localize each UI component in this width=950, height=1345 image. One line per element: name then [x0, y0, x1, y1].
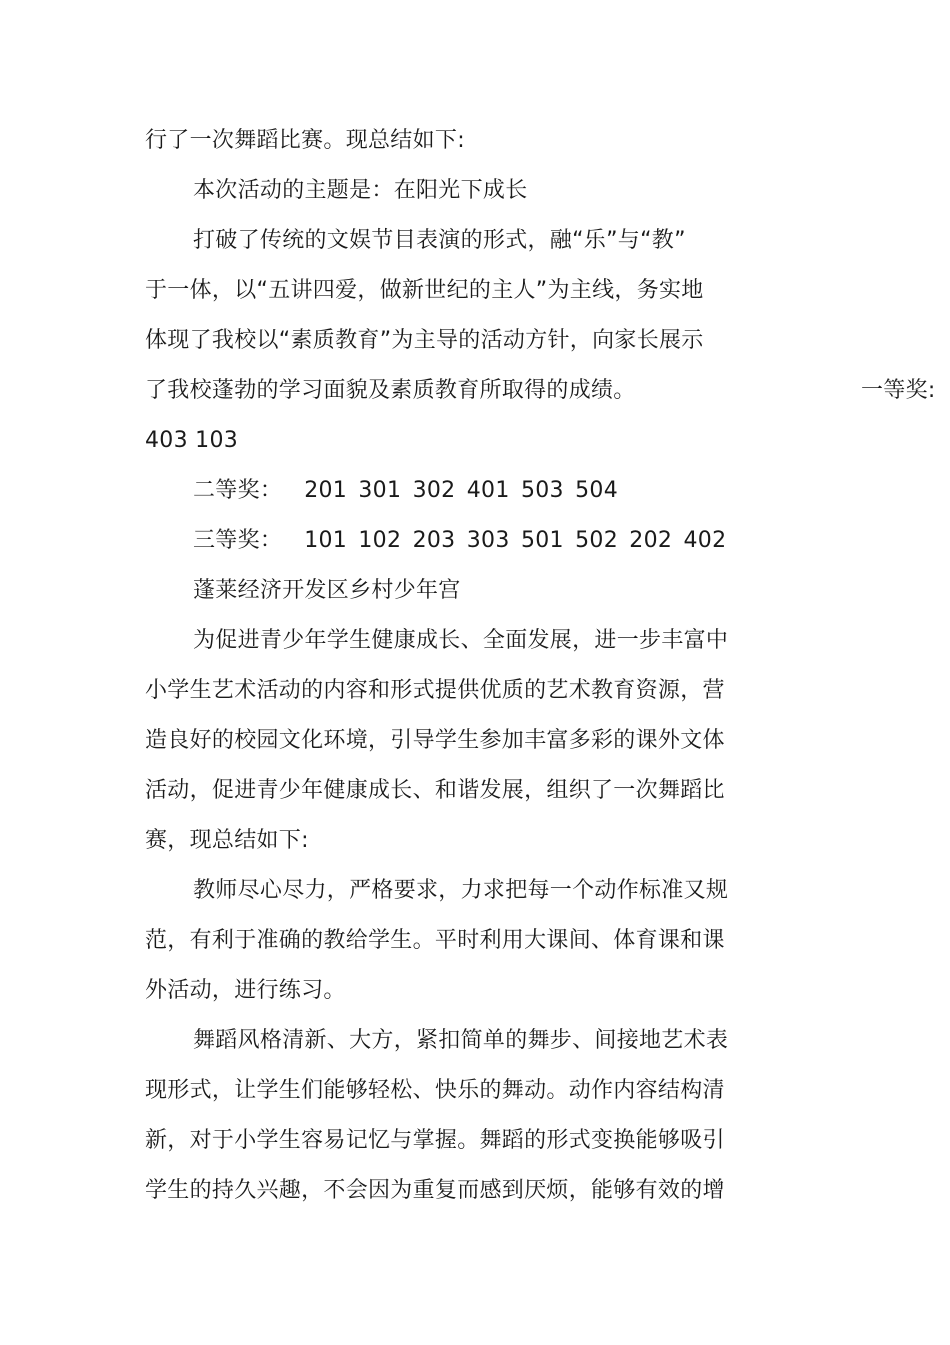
paragraph-line: 学生的持久兴趣，不会因为重复而感到厌烦，能够有效的增: [145, 1178, 725, 1203]
paragraph-line: 本次活动的主题是：在阳光下成长: [193, 178, 528, 203]
paragraph-line: 外活动，进行练习。: [145, 978, 346, 1003]
paragraph-line: 活动，促进青少年健康成长、和谐发展，组织了一次舞蹈比: [145, 778, 725, 803]
second-prize-line: [193, 476, 618, 506]
paragraph-line: 造良好的校园文化环境，引导学生参加丰富多彩的课外文体: [145, 728, 725, 753]
paragraph-line: 新，对于小学生容易记忆与掌握。舞蹈的形式变换能够吸引: [145, 1128, 725, 1153]
second-prize-label: 二等奖：: [193, 478, 283, 503]
section-heading: 蓬莱经济开发区乡村少年宫: [193, 578, 461, 603]
paragraph-line: 行了一次舞蹈比赛。现总结如下:: [145, 128, 465, 153]
paragraph-line: 为促进青少年学生健康成长、全面发展，进一步丰富中: [193, 628, 729, 653]
first-prize-label: 一等奖:: [861, 378, 936, 403]
paragraph-line: 范，有利于准确的教给学生。平时利用大课间、体育课和课: [145, 928, 725, 953]
paragraph-line: 舞蹈风格清新、大方，紧扣简单的舞步、间接地艺术表: [193, 1028, 729, 1053]
paragraph-line: 体现了我校以“素质教育”为主导的活动方针，向家长展示: [145, 328, 704, 353]
third-prize-classes: 101 102 203 303 501 502 202 402: [304, 528, 727, 553]
paragraph-text: 了我校蓬勃的学习面貌及素质教育所取得的成绩。: [145, 378, 636, 403]
second-prize-classes: 201 301 302 401 503 504: [304, 478, 619, 503]
third-prize-label: 三等奖：: [193, 528, 283, 553]
paragraph-line: 打破了传统的文娱节目表演的形式，融“乐”与“教”: [193, 228, 686, 253]
paragraph-line: 于一体，以“五讲四爱，做新世纪的主人”为主线，务实地: [145, 278, 704, 303]
paragraph-line: 赛，现总结如下:: [145, 828, 309, 853]
paragraph-line: 教师尽心尽力，严格要求，力求把每一个动作标准又规: [193, 878, 729, 903]
paragraph-line: 小学生艺术活动的内容和形式提供优质的艺术教育资源，营: [145, 678, 725, 703]
first-prize-classes: 403 103: [145, 428, 239, 453]
paragraph-line: 现形式，让学生们能够轻松、快乐的舞动。动作内容结构清: [145, 1078, 725, 1103]
third-prize-line: [193, 526, 726, 556]
paragraph-line: [145, 376, 950, 406]
